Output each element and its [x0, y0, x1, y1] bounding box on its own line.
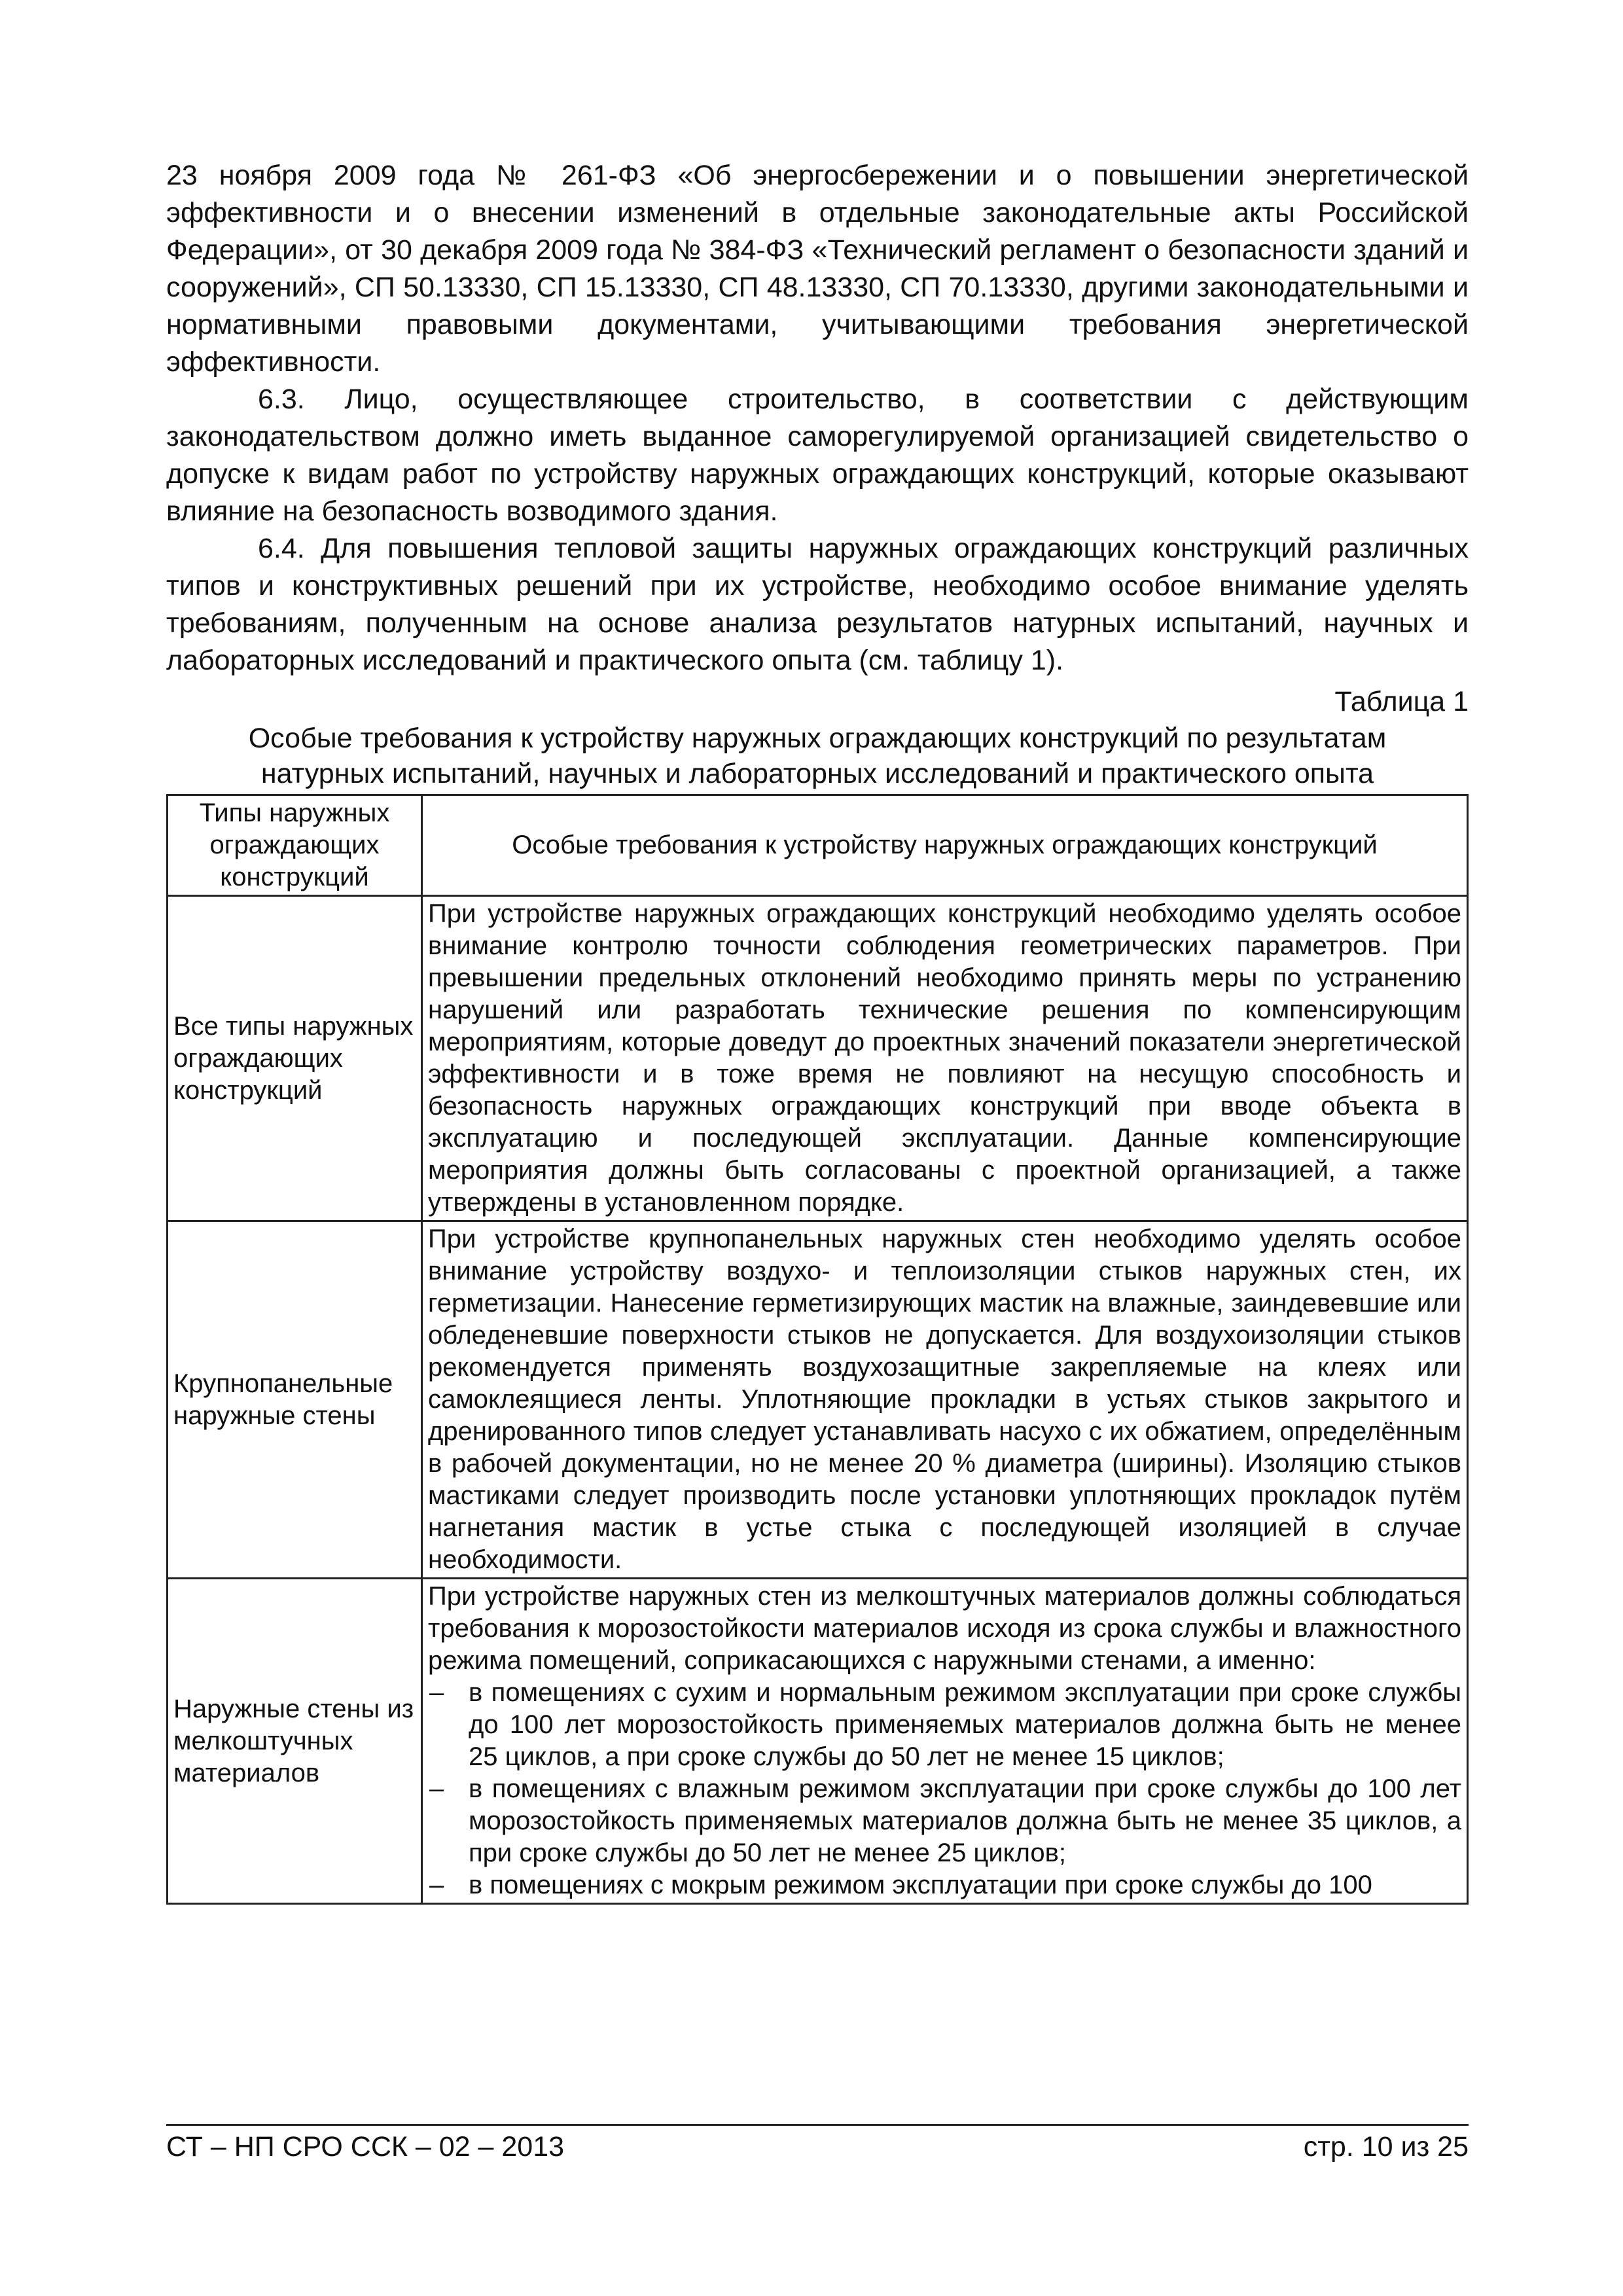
requirements-table	[166, 794, 1469, 1905]
table-header-row	[168, 795, 1468, 896]
list-item: – в помещениях с влажным режимом эксплуатации при сроке службы до 100 лет морозостойкость применяемых материалов должна быть не менее 35 циклов, а при сроке службы до 50 лет не менее 25 циклов;	[428, 1773, 1461, 1869]
footer-page-number: стр. 10 из 25	[1303, 2131, 1469, 2162]
row-requirement-cell: При устройстве наружных ограждающих конструкций необходимо уделять особое внимание контролю точности соблюдения геометрических параметров. При превышении предельных отклонений необходимо принять меры по устранению нарушений или разработать технические решения по компенсирующим мероприятиям, которые доведут до проектных значений показатели энергетической эффективности и в тоже время не повлияют на несущую способность и безопасность наружных ограждающих конструкций при вводе объекта в эксплуатацию и последующей эксплуатации. Данные компенсирующие мероприятия должны быть согласованы с проектной организацией, а также утверждены в установленном порядке.	[422, 896, 1468, 1221]
table-row	[168, 1579, 1468, 1904]
list-item: – в помещениях с сухим и нормальным режимом эксплуатации при сроке службы до 100 лет морозостойкость применяемых материалов должна быть не менее 25 циклов, а при сроке службы до 50 лет не менее 15 циклов;	[428, 1677, 1461, 1773]
footer-doc-code: СТ – НП СРО ССК – 02 – 2013	[166, 2131, 565, 2162]
table-label: Таблица 1	[1334, 686, 1469, 717]
row-type-cell: Все типы наружных ограждающих конструкций	[168, 896, 422, 1221]
header-requirements: Особые требования к устройству наружных ограждающих конструкций	[422, 795, 1468, 896]
row-type-cell: Наружные стены из мелкоштучных материалов	[168, 1579, 422, 1904]
row-requirement-cell	[422, 1579, 1468, 1904]
document-page	[166, 157, 1469, 1905]
row-requirement-cell: При устройстве крупнопанельных наружных стен необходимо уделять особое внимание устройству воздухо- и теплоизоляции стыков наружных стен, их герметизации. Нанесение герметизирующих мастик на влажные, заиндевевшие или обледеневшие поверхности стыков не допускается. Для воздухоизоляции стыков рекомендуется применять воздухозащитные закрепляемые на клеях или самоклеящиеся ленты. Уплотняющие прокладки в устьях стыков закрытого и дренированного типов следует устанавливать насухо с их обжатием, определённым в рабочей документации, но не менее 20 % диаметра (ширины). Изоляцию стыков мастиками следует производить после установки уплотняющих прокладок путём нагнетания мастик в устье стыка с последующей изоляцией в случае необходимости.	[422, 1221, 1468, 1579]
paragraph-intro: 23 ноября 2009 года № 261-ФЗ «Об энергосбережении и о повышении энергетической эффективности и о внесении изменений в отдельные законодательные акты Российской Федерации», от 30 декабря 2009 года № 384-ФЗ «Технический регламент о безопасности зданий и сооружений», СП 50.13330, СП 15.13330, СП 48.13330, СП 70.13330, другими законодательными и нормативными правовыми документами, учитывающими требования энергетической эффективности.	[166, 160, 1469, 378]
table-row	[168, 896, 1468, 1221]
row-type-cell: Крупнопанельные наружные стены	[168, 1221, 422, 1579]
list-item: – в помещениях с мокрым режимом эксплуатации при сроке службы до 100	[428, 1869, 1461, 1901]
table-title: Особые требования к устройству наружных ограждающих конструкций по результатам натурных испытаний, научных и лабораторных исследований и практического опыта	[248, 723, 1387, 789]
table-row	[168, 1221, 1468, 1579]
row-requirement-intro: При устройстве наружных стен из мелкоштучных материалов должны соблюдаться требования к морозостойкости материалов исходя из срока службы и влажностного режима помещений, соприкасающихся с наружными стенами, а именно:	[428, 1582, 1461, 1675]
paragraph-6-3: 6.3. Лицо, осуществляющее строительство, в соответствии с действующим законодательством должно иметь выданное саморегулируемой организацией свидетельство о допуске к видам работ по устройству наружных ограждающих конструкций, которые оказывают влияние на безопасность возводимого здания.	[166, 384, 1469, 527]
header-type: Типы наружных ограждающих конструкций	[168, 795, 422, 896]
paragraph-6-4: 6.4. Для повышения тепловой защиты наружных ограждающих конструкций различных типов и конструктивных решений при их устройстве, необходимо особое внимание уделять требованиям, полученным на основе анализа результатов натурных испытаний, научных и лабораторных исследований и практического опыта (см. таблицу 1).	[166, 533, 1469, 676]
page-footer	[166, 2124, 1469, 2164]
